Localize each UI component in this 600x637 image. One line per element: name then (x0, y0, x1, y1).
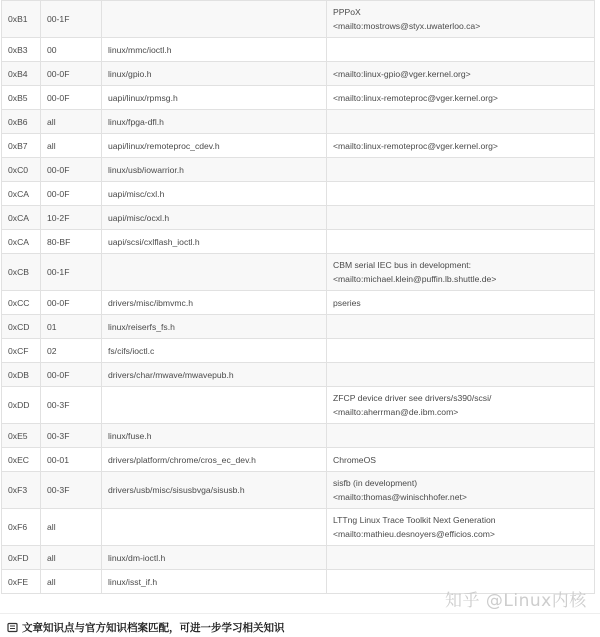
table-row (2, 62, 595, 86)
mailto-link[interactable]: <mailto:michael.klein@puffin.lb.shuttle.de> (333, 274, 497, 284)
include-file-cell: drivers/misc/ibmvmc.h (102, 291, 327, 315)
include-file-cell: linux/fuse.h (102, 424, 327, 448)
table-row (2, 38, 595, 62)
notes-cell (327, 472, 595, 509)
include-file-cell: linux/usb/iowarrior.h (102, 158, 327, 182)
notes-cell (327, 509, 595, 546)
seq-range-cell: 00-01 (41, 448, 102, 472)
include-file-cell (102, 387, 327, 424)
seq-range-cell: all (41, 110, 102, 134)
note-text: ChromeOS (333, 454, 376, 465)
seq-range-cell: 00-1F (41, 1, 102, 38)
include-file-cell: linux/gpio.h (102, 62, 327, 86)
include-file-cell: linux/dm-ioctl.h (102, 546, 327, 570)
notes-cell (327, 110, 595, 134)
include-file-cell: linux/fpga-dfl.h (102, 110, 327, 134)
table-row (2, 182, 595, 206)
ioctl-code-cell: 0xC0 (2, 158, 41, 182)
include-file-cell: uapi/linux/remoteproc_cdev.h (102, 134, 327, 158)
table-row (2, 1, 595, 38)
mailto-link[interactable]: <mailto:mostrows@styx.uwaterloo.ca> (333, 21, 481, 31)
include-file-cell: drivers/usb/misc/sisusbvga/sisusb.h (102, 472, 327, 509)
note-text: PPPoX (333, 7, 361, 17)
include-file-cell: drivers/char/mwave/mwavepub.h (102, 363, 327, 387)
table-row (2, 472, 595, 509)
ioctl-code-cell: 0xCA (2, 182, 41, 206)
table-row (2, 339, 595, 363)
table-row (2, 254, 595, 291)
seq-range-cell: all (41, 546, 102, 570)
include-file-cell: uapi/misc/ocxl.h (102, 206, 327, 230)
table-row (2, 291, 595, 315)
notes-cell (327, 134, 595, 158)
mailto-link[interactable]: <mailto:thomas@winischhofer.net> (333, 492, 467, 502)
seq-range-cell: 00-0F (41, 62, 102, 86)
table-row (2, 110, 595, 134)
table-row (2, 134, 595, 158)
table-row (2, 158, 595, 182)
seq-range-cell: 10-2F (41, 206, 102, 230)
note-text: CBM serial IEC bus in development: (333, 260, 472, 270)
seq-range-cell: all (41, 570, 102, 594)
ioctl-code-cell: 0xFE (2, 570, 41, 594)
include-file-cell: linux/reiserfs_fs.h (102, 315, 327, 339)
seq-range-cell: 00 (41, 38, 102, 62)
notes-cell (327, 339, 595, 363)
ioctl-code-cell: 0xF3 (2, 472, 41, 509)
seq-range-cell: 80-BF (41, 230, 102, 254)
include-file-cell: uapi/misc/cxl.h (102, 182, 327, 206)
notes-cell (327, 86, 595, 110)
knowledge-link[interactable]: 文章知识点与官方知识档案匹配，可进一步学习相关知识 (22, 622, 285, 634)
notes-cell (327, 363, 595, 387)
footer-divider (0, 613, 600, 614)
seq-range-cell: 00-3F (41, 387, 102, 424)
mailto-link[interactable]: <mailto:mathieu.desnoyers@efficios.com> (333, 529, 495, 539)
seq-range-cell: all (41, 134, 102, 158)
table-row (2, 315, 595, 339)
ioctl-code-cell: 0xCB (2, 254, 41, 291)
note-text: ZFCP device driver see drivers/s390/scsi/ (333, 393, 492, 403)
ioctl-code-cell: 0xB7 (2, 134, 41, 158)
ioctl-code-cell: 0xCF (2, 339, 41, 363)
footer-bar (0, 613, 600, 637)
include-file-cell: uapi/scsi/cxlflash_ioctl.h (102, 230, 327, 254)
notes-cell (327, 291, 595, 315)
table-row (2, 509, 595, 546)
table-row (2, 230, 595, 254)
notes-cell (327, 387, 595, 424)
notes-cell (327, 424, 595, 448)
table-row (2, 206, 595, 230)
notes-cell (327, 230, 595, 254)
include-file-cell: uapi/linux/rpmsg.h (102, 86, 327, 110)
ioctl-code-cell: 0xE5 (2, 424, 41, 448)
notes-cell (327, 182, 595, 206)
table-row (2, 387, 595, 424)
ioctl-code-cell: 0xB1 (2, 1, 41, 38)
ioctl-code-cell: 0xEC (2, 448, 41, 472)
ioctl-code-cell: 0xCA (2, 206, 41, 230)
ioctl-code-cell: 0xDB (2, 363, 41, 387)
seq-range-cell: 00-0F (41, 158, 102, 182)
knowledge-book-icon (7, 622, 18, 633)
notes-cell (327, 315, 595, 339)
include-file-cell: linux/mmc/ioctl.h (102, 38, 327, 62)
mailto-link[interactable]: <mailto:linux-remoteproc@vger.kernel.org> (333, 92, 498, 103)
table-row (2, 546, 595, 570)
table-row (2, 424, 595, 448)
ioctl-number-table (1, 0, 595, 594)
ioctl-code-cell: 0xCA (2, 230, 41, 254)
note-text: sisfb (in development) (333, 478, 418, 488)
notes-cell (327, 38, 595, 62)
mailto-link[interactable]: <mailto:linux-gpio@vger.kernel.org> (333, 68, 471, 79)
ioctl-code-cell: 0xCC (2, 291, 41, 315)
table-row (2, 448, 595, 472)
seq-range-cell: 00-3F (41, 472, 102, 509)
seq-range-cell: all (41, 509, 102, 546)
note-text: pseries (333, 297, 361, 308)
seq-range-cell: 00-3F (41, 424, 102, 448)
ioctl-code-cell: 0xB4 (2, 62, 41, 86)
seq-range-cell: 00-1F (41, 254, 102, 291)
zhihu-watermark: 知乎 @Linux内核 (445, 591, 587, 611)
ioctl-code-cell: 0xDD (2, 387, 41, 424)
ioctl-code-cell: 0xB5 (2, 86, 41, 110)
table-row (2, 86, 595, 110)
note-text: LTTng Linux Trace Toolkit Next Generation (333, 515, 496, 525)
seq-range-cell: 00-0F (41, 182, 102, 206)
notes-cell (327, 254, 595, 291)
ioctl-code-cell: 0xF6 (2, 509, 41, 546)
mailto-link[interactable]: <mailto:aherrman@de.ibm.com> (333, 407, 459, 417)
seq-range-cell: 01 (41, 315, 102, 339)
seq-range-cell: 00-0F (41, 86, 102, 110)
include-file-cell: drivers/platform/chrome/cros_ec_dev.h (102, 448, 327, 472)
include-file-cell (102, 254, 327, 291)
ioctl-code-cell: 0xCD (2, 315, 41, 339)
mailto-link[interactable]: <mailto:linux-remoteproc@vger.kernel.org> (333, 140, 498, 151)
ioctl-code-cell: 0xB6 (2, 110, 41, 134)
notes-cell (327, 158, 595, 182)
ioctl-code-cell: 0xB3 (2, 38, 41, 62)
notes-cell (327, 62, 595, 86)
table-body (2, 1, 595, 594)
seq-range-cell: 02 (41, 339, 102, 363)
include-file-cell: fs/cifs/ioctl.c (102, 339, 327, 363)
include-file-cell (102, 509, 327, 546)
ioctl-code-cell: 0xFD (2, 546, 41, 570)
seq-range-cell: 00-0F (41, 363, 102, 387)
notes-cell (327, 546, 595, 570)
include-file-cell: linux/isst_if.h (102, 570, 327, 594)
notes-cell (327, 448, 595, 472)
seq-range-cell: 00-0F (41, 291, 102, 315)
include-file-cell (102, 1, 327, 38)
notes-cell (327, 206, 595, 230)
table-row (2, 363, 595, 387)
notes-cell (327, 1, 595, 38)
